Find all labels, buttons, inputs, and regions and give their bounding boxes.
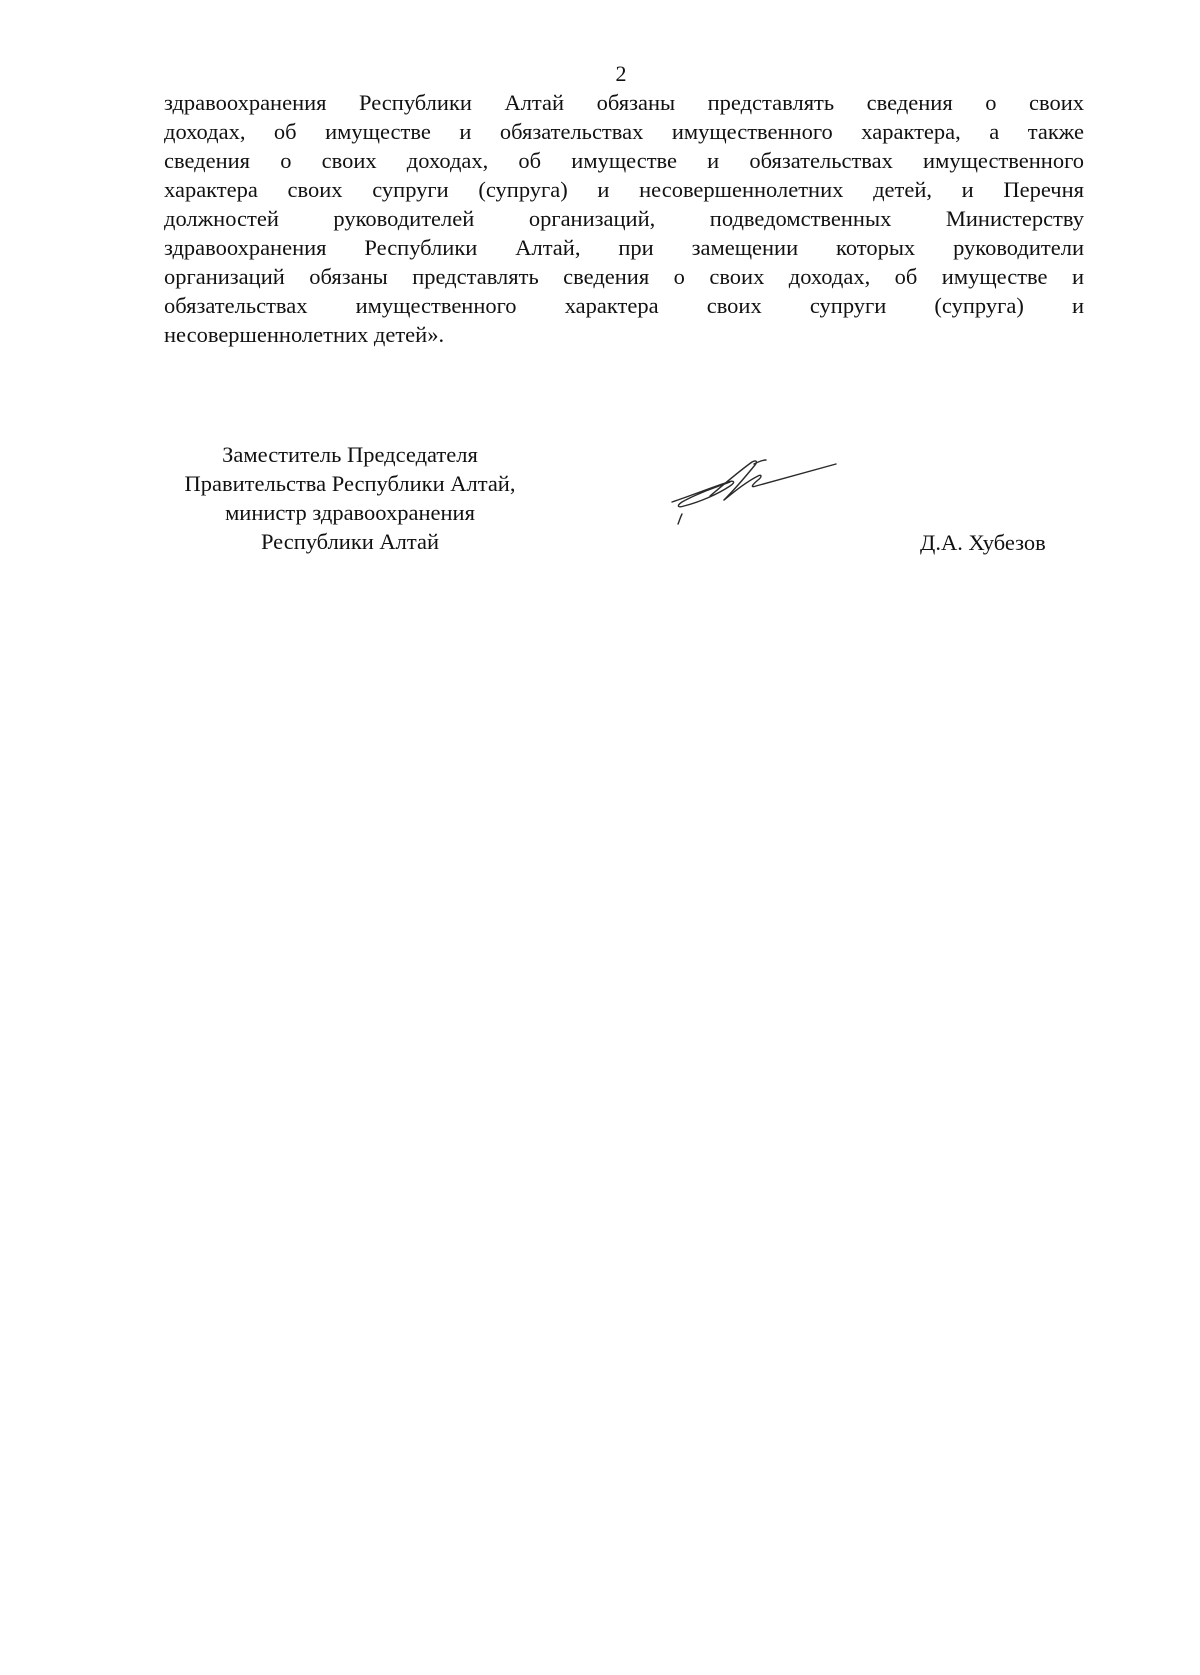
signatory-title-line: Республики Алтай [260,529,440,554]
signature-icon [670,452,840,532]
signatory-name: Д.А. Хубезов [920,530,1046,555]
body-line: здравоохранения Республики Алтай, при замещении которых руководители [164,235,1084,260]
body-line: характера своих супруги (супруга) и несовершеннолетних детей, и Перечня [164,177,1084,202]
handwritten-signature [670,452,840,532]
body-paragraph [164,88,1084,349]
signatory-title-line: министр здравоохранения [225,500,475,525]
page-number: 2 [615,61,627,86]
body-line: доходах, об имуществе и обязательствах имущественного характера, а также [164,119,1084,144]
body-line: должностей руководителей организаций, подведомственных Министерству [164,206,1084,231]
body-line: несовершеннолетних детей». [164,322,445,347]
body-line: здравоохранения Республики Алтай обязаны представлять сведения о своих [164,90,1084,115]
signatory-title-line: Заместитель Председателя [222,442,478,467]
signatory-title [150,440,550,556]
body-line: сведения о своих доходах, об имуществе и обязательствах имущественного [164,148,1084,173]
body-line: организаций обязаны представлять сведения о своих доходах, об имуществе и [164,264,1084,289]
signatory-title-line: Правительства Республики Алтай, [184,471,516,496]
body-line: обязательствах имущественного характера своих супруги (супруга) и [164,293,1084,318]
